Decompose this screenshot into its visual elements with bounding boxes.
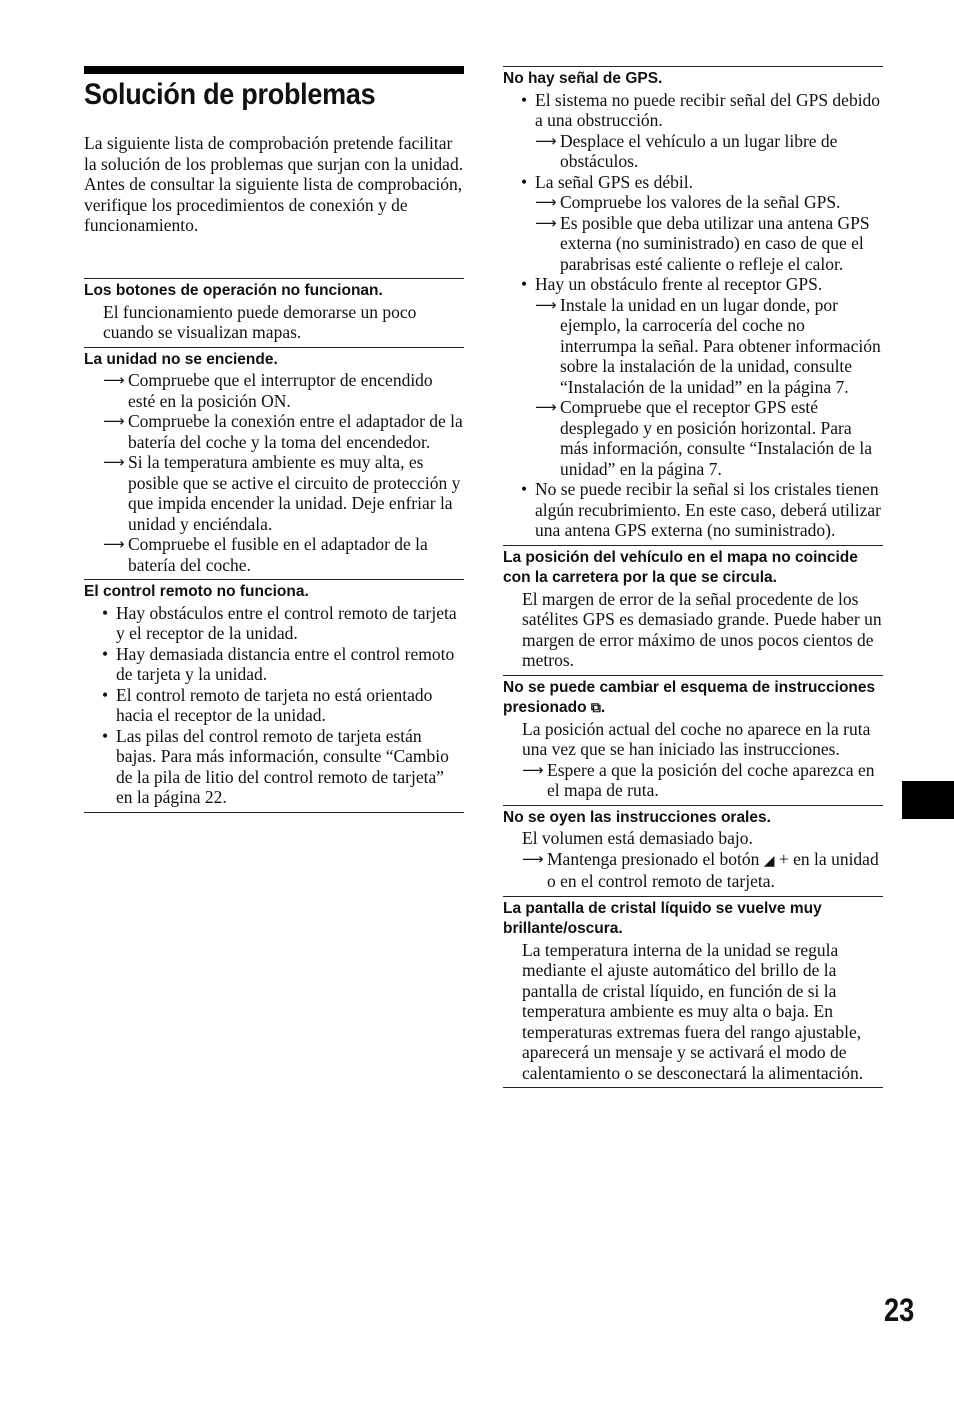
remedy-item: ⟶ Mantenga presionado el botón ◢ + en la unidad o en el control remoto de tarjeta. xyxy=(522,848,879,891)
section-text: El margen de error de la señal procedente de los satélites GPS es demasiado grande. Puede haber un margen de error máximo de unos pocos cientos de metros. xyxy=(522,588,882,670)
section-title: La pantalla de cristal líquido se vuelve muy brillante/oscura. xyxy=(503,899,822,937)
section-title: No se puede cambiar el esquema de instrucciones presionado ⧉. xyxy=(503,678,876,716)
section-text: El funcionamiento puede demorarse un poco cuando se visualizan mapas. xyxy=(103,301,417,342)
right-sections xyxy=(503,66,883,1088)
arrow-icon: ⟶ xyxy=(522,849,544,868)
arrow-icon: ⟶ xyxy=(522,760,544,779)
section-title: No hay señal de GPS. xyxy=(503,70,663,87)
section-text: La temperatura interna de la unidad se regula mediante el ajuste automático del brillo de la pantalla de cristal líquido, en función de si la temperatura ambiente es muy alta o baja. En temperaturas extremas fuera del rango ajustable, aparecerá un mensaje y se activará el modo de calentamiento o se desconectará la alimentación. xyxy=(522,939,864,1083)
intro-paragraph: La siguiente lista de comprobación pretende facilitar la solución de los problemas que surjan con la unidad. xyxy=(84,133,464,174)
intro-paragraph: Antes de consultar la siguiente lista de comprobación, verifique los procedimientos de conexión y de funcionamiento. xyxy=(84,174,463,235)
section-title: La posición del vehículo en el mapa no coincide con la carretera por la que se circula. xyxy=(503,548,858,586)
page-number: 23 xyxy=(884,1292,915,1328)
section-title: El control remoto no funciona. xyxy=(84,583,309,600)
page-title: Solución de problemas xyxy=(84,78,376,111)
section-buttons xyxy=(84,278,464,347)
chapter-tab xyxy=(902,781,954,819)
arrow-icon: ⟶ xyxy=(535,295,557,314)
arrow-icon: ⟶ xyxy=(103,453,125,471)
section-voice xyxy=(503,805,883,896)
cause-item: • No se puede recibir la señal si los cristales tienen algún recubrimiento. En este caso, deberá utilizar una antena GPS externa (no suministrado). xyxy=(521,479,881,540)
cause-item: • La señal GPS es débil. xyxy=(521,171,693,192)
cause-item: • El control remoto de tarjeta no está orientado hacia el receptor de la unidad. xyxy=(102,684,433,725)
arrow-icon: ⟶ xyxy=(103,412,125,430)
remedy-item: ⟶ Espere a que la posición del coche aparezca en el mapa de ruta. xyxy=(522,759,875,800)
section-title: No se oyen las instrucciones orales. xyxy=(503,808,771,826)
remedy-item: ⟶ Si la temperatura ambiente es muy alta, es posible que se active el circuito de protección y que impida encender la unidad. Deje enfriar la unidad y enciéndala. xyxy=(103,452,461,534)
section-title: La unidad no se enciende. xyxy=(84,350,278,368)
guidance-scheme-icon: ⧉ xyxy=(590,700,601,716)
section-remote xyxy=(84,579,464,813)
remedy-item: ⟶ Compruebe el fusible en el adaptador de la batería del coche. xyxy=(103,534,428,575)
remedy-item: ⟶ Instale la unidad en un lugar donde, por ejemplo, la carrocería del coche no interrumpa la señal. Para obtener información sobre la instalación de la unidad, consulte “Instalación de la unidad” en la página 7. xyxy=(535,294,881,397)
volume-icon: ◢ xyxy=(763,852,775,869)
arrow-icon: ⟶ xyxy=(103,371,125,389)
remedy-item: ⟶ Compruebe los valores de la señal GPS. xyxy=(535,192,841,212)
remedy-item: ⟶ Compruebe que el interruptor de encendido esté en la posición ON. xyxy=(103,370,433,411)
section-gps xyxy=(503,66,883,545)
title-rule xyxy=(84,66,464,74)
cause-item: • Hay demasiada distancia entre el control remoto de tarjeta y la unidad. xyxy=(102,643,455,684)
cause-item: • Las pilas del control remoto de tarjeta están bajas. Para más información, consulte “Cambio de la pila de litio del control remoto de tarjeta” en la página 22. xyxy=(102,725,449,807)
cause-item: • El sistema no puede recibir señal del GPS debido a una obstrucción. xyxy=(521,89,881,130)
left-sections xyxy=(84,278,464,813)
arrow-icon: ⟶ xyxy=(103,535,125,553)
remedy-item: ⟶ Desplace el vehículo a un lugar libre de obstáculos. xyxy=(535,130,838,171)
section-scheme xyxy=(503,675,883,805)
cause-item: • Hay un obstáculo frente al receptor GPS. xyxy=(521,274,823,294)
arrow-icon: ⟶ xyxy=(535,131,557,150)
remedy-item: ⟶ Es posible que deba utilizar una antena GPS externa (no suministrado) en caso de que el parabrisas esté caliente o refleje el calor. xyxy=(535,212,870,274)
arrow-icon: ⟶ xyxy=(535,213,557,232)
remedy-item: ⟶ Compruebe la conexión entre el adaptador de la batería del coche y la toma del encendedor. xyxy=(103,411,463,452)
remedy-item: ⟶ Compruebe que el receptor GPS esté desplegado y en posición horizontal. Para más información, consulte “Instalación de la unidad” en la página 7. xyxy=(535,397,872,479)
section-position xyxy=(503,545,883,675)
arrow-icon: ⟶ xyxy=(535,398,557,416)
intro xyxy=(84,133,464,236)
section-text: El volumen está demasiado bajo. xyxy=(522,828,753,848)
section-lcd xyxy=(503,896,883,1089)
section-power xyxy=(84,347,464,580)
cause-item: • Hay obstáculos entre el control remoto de tarjeta y el receptor de la unidad. xyxy=(102,602,457,643)
arrow-icon: ⟶ xyxy=(535,193,557,211)
section-text: La posición actual del coche no aparece en la ruta una vez que se han iniciado las instrucciones. xyxy=(522,718,871,759)
section-title: Los botones de operación no funcionan. xyxy=(84,282,383,299)
